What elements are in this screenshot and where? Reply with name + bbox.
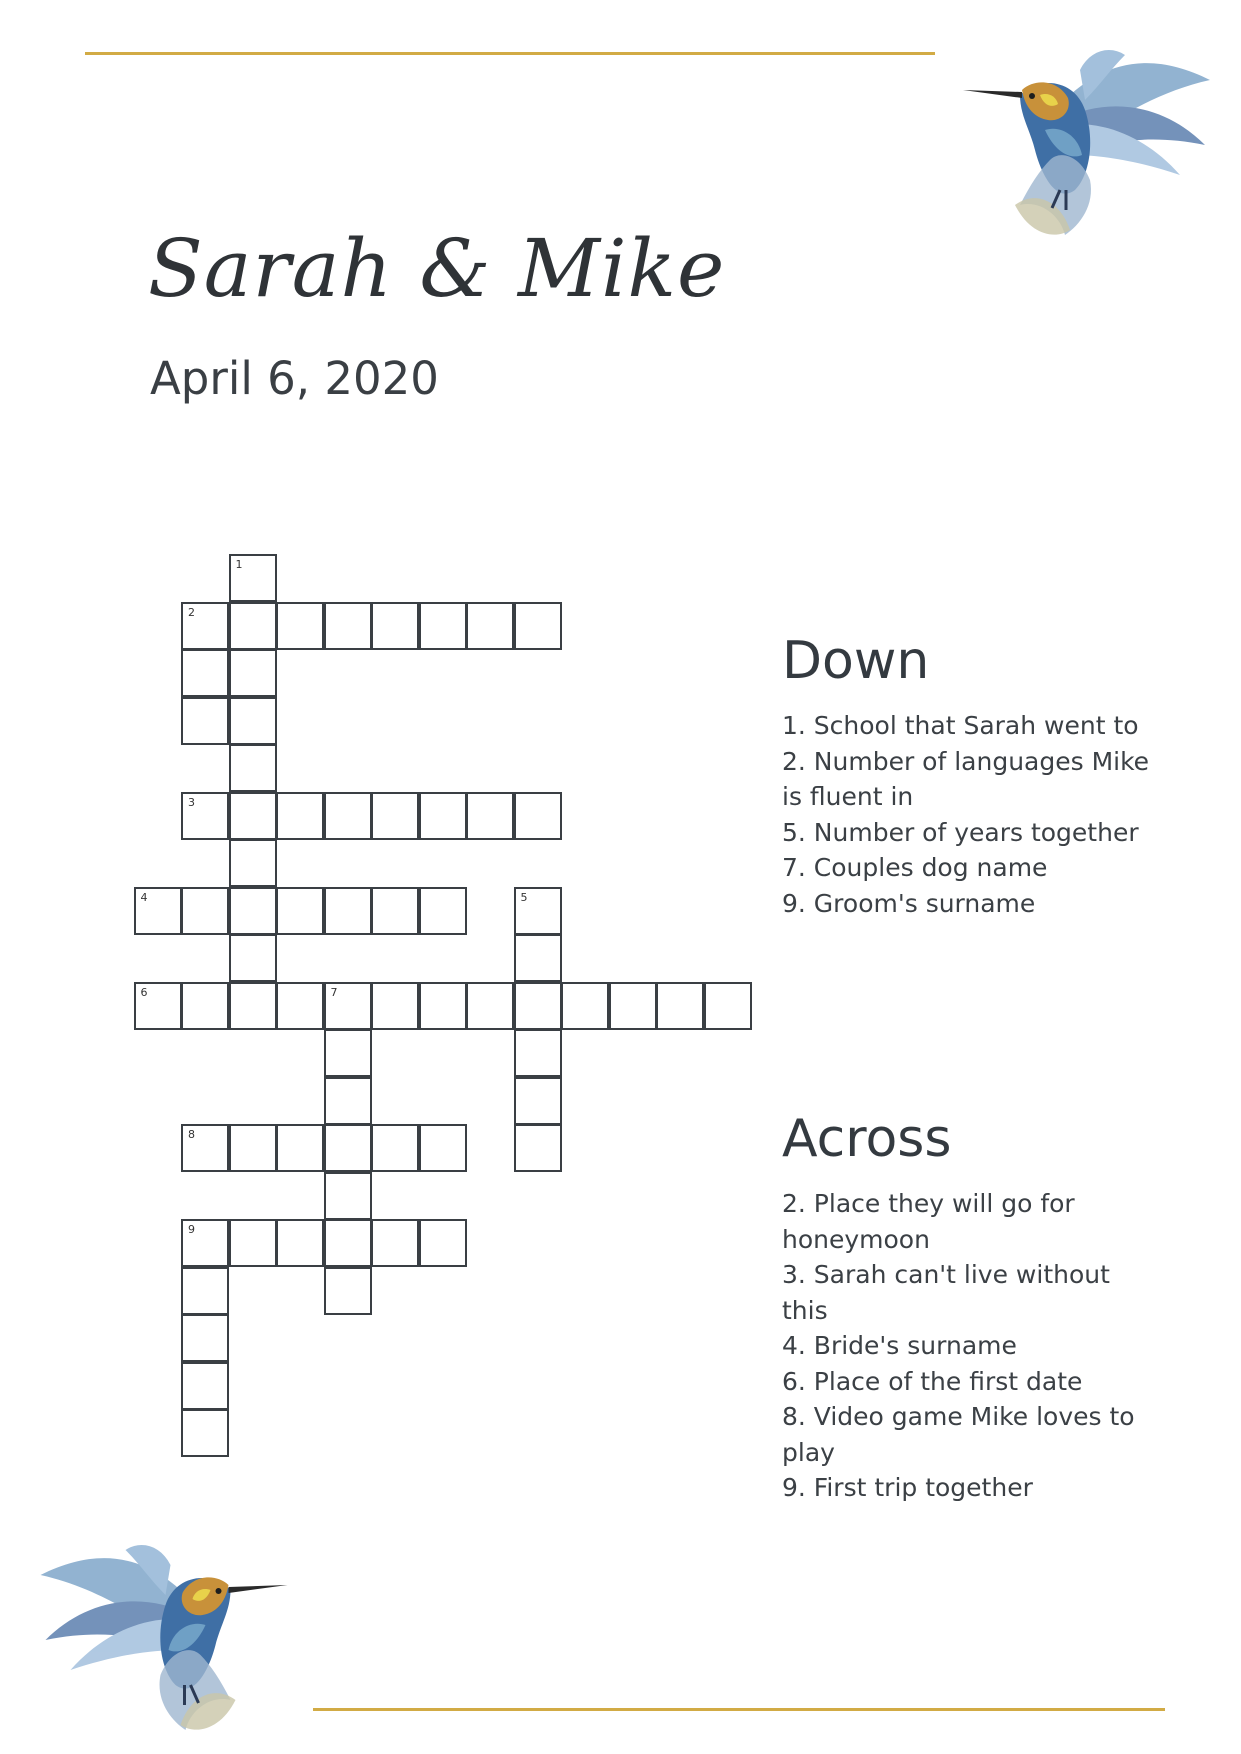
crossword-cell[interactable] bbox=[514, 1029, 562, 1077]
crossword-cell[interactable] bbox=[229, 554, 277, 602]
crossword-cell[interactable] bbox=[324, 1267, 372, 1315]
crossword-cell[interactable] bbox=[324, 1124, 372, 1172]
across-clue-9: 9. First trip together bbox=[782, 1473, 1033, 1503]
crossword-cell[interactable] bbox=[181, 887, 229, 935]
clue-number: 2 bbox=[188, 605, 195, 619]
crossword-cell[interactable] bbox=[229, 649, 277, 697]
crossword-cell[interactable] bbox=[371, 1219, 419, 1267]
hummingbird-illustration-top-right bbox=[960, 40, 1220, 250]
crossword-cell[interactable] bbox=[181, 792, 229, 840]
crossword-cell[interactable] bbox=[181, 697, 229, 745]
crossword-cell[interactable] bbox=[276, 1124, 324, 1172]
crossword-cell[interactable] bbox=[229, 887, 277, 935]
clue-number: 3 bbox=[188, 795, 195, 809]
crossword-cell[interactable] bbox=[324, 982, 372, 1030]
crossword-cell[interactable] bbox=[371, 1124, 419, 1172]
crossword-cell[interactable] bbox=[229, 1124, 277, 1172]
crossword-cell[interactable] bbox=[181, 602, 229, 650]
crossword-cell[interactable] bbox=[324, 602, 372, 650]
across-clue-6: 6. Place of the first date bbox=[782, 1366, 1083, 1396]
crossword-cell[interactable] bbox=[276, 792, 324, 840]
crossword-cell[interactable] bbox=[181, 1219, 229, 1267]
crossword-cell[interactable] bbox=[371, 602, 419, 650]
crossword-cell[interactable] bbox=[324, 1029, 372, 1077]
crossword-cell[interactable] bbox=[276, 602, 324, 650]
crossword-cell[interactable] bbox=[656, 982, 704, 1030]
crossword-cell[interactable] bbox=[324, 887, 372, 935]
crossword-cell[interactable] bbox=[276, 982, 324, 1030]
crossword-cell[interactable] bbox=[561, 982, 609, 1030]
crossword-cell[interactable] bbox=[276, 887, 324, 935]
crossword-cell[interactable] bbox=[704, 982, 752, 1030]
down-heading: Down bbox=[782, 631, 930, 691]
across-heading: Across bbox=[782, 1109, 952, 1169]
crossword-cell[interactable] bbox=[324, 792, 372, 840]
crossword-cell[interactable] bbox=[134, 887, 182, 935]
crossword-cell[interactable] bbox=[181, 982, 229, 1030]
crossword-cell[interactable] bbox=[514, 602, 562, 650]
crossword-cell[interactable] bbox=[419, 792, 467, 840]
crossword-cell[interactable] bbox=[229, 982, 277, 1030]
crossword-cell[interactable] bbox=[466, 982, 514, 1030]
crossword-cell[interactable] bbox=[466, 792, 514, 840]
down-clue-5: 5. Number of years together bbox=[782, 817, 1139, 847]
crossword-cell[interactable] bbox=[371, 887, 419, 935]
crossword-cell[interactable] bbox=[229, 697, 277, 745]
crossword-cell[interactable] bbox=[229, 1219, 277, 1267]
crossword-cell[interactable] bbox=[181, 1409, 229, 1457]
across-clue-3: 3. Sarah can't live without this bbox=[782, 1260, 1110, 1325]
wedding-date: April 6, 2020 bbox=[150, 352, 439, 405]
crossword-cell[interactable] bbox=[419, 1124, 467, 1172]
crossword-cell[interactable] bbox=[229, 792, 277, 840]
down-clue-7: 7. Couples dog name bbox=[782, 853, 1048, 883]
crossword-cell[interactable] bbox=[229, 839, 277, 887]
clue-number: 1 bbox=[235, 558, 243, 571]
crossword-cell[interactable] bbox=[371, 982, 419, 1030]
crossword-cell[interactable] bbox=[229, 744, 277, 792]
clue-number: 8 bbox=[188, 1128, 195, 1141]
crossword-cell[interactable] bbox=[181, 1314, 229, 1362]
across-clue-4: 4. Bride's surname bbox=[782, 1331, 1017, 1361]
across-clue-2: 2. Place they will go for honeymoon bbox=[782, 1189, 1075, 1254]
crossword-cell[interactable] bbox=[466, 602, 514, 650]
crossword-cell[interactable] bbox=[514, 1077, 562, 1125]
crossword-cell[interactable] bbox=[419, 1219, 467, 1267]
clue-number: 5 bbox=[520, 890, 528, 904]
crossword-cell[interactable] bbox=[324, 1172, 372, 1220]
crossword-cell[interactable] bbox=[514, 792, 562, 840]
down-clue-1: 1. School that Sarah went to bbox=[782, 711, 1139, 741]
across-clue-list bbox=[782, 1186, 1162, 1506]
across-clues-section bbox=[782, 1111, 1162, 1506]
bottom-gold-rule bbox=[313, 1708, 1165, 1711]
crossword-cell[interactable] bbox=[514, 887, 562, 935]
clue-number: 6 bbox=[140, 985, 148, 999]
crossword-cell[interactable] bbox=[419, 887, 467, 935]
crossword-cell[interactable] bbox=[181, 649, 229, 697]
crossword-cell[interactable] bbox=[229, 934, 277, 982]
clue-number: 9 bbox=[188, 1223, 195, 1236]
hummingbird-illustration-bottom-left bbox=[28, 1535, 293, 1745]
crossword-cell[interactable] bbox=[324, 1077, 372, 1125]
across-clue-8: 8. Video game Mike loves to play bbox=[782, 1402, 1135, 1467]
crossword-cell[interactable] bbox=[419, 982, 467, 1030]
crossword-cell[interactable] bbox=[181, 1124, 229, 1172]
crossword-cell[interactable] bbox=[276, 1219, 324, 1267]
crossword-cell[interactable] bbox=[371, 792, 419, 840]
crossword-cell[interactable] bbox=[514, 1124, 562, 1172]
down-clues-section bbox=[782, 633, 1162, 921]
crossword-cell[interactable] bbox=[181, 1267, 229, 1315]
crossword-cell[interactable] bbox=[134, 982, 182, 1030]
crossword-cell[interactable] bbox=[609, 982, 657, 1030]
crossword-cell[interactable] bbox=[324, 1219, 372, 1267]
crossword-cell[interactable] bbox=[181, 1362, 229, 1410]
crossword-cell[interactable] bbox=[514, 982, 562, 1030]
down-clue-list bbox=[782, 708, 1162, 921]
down-clue-2: 2. Number of languages Mike is fluent in bbox=[782, 746, 1150, 812]
down-clue-9: 9. Groom's surname bbox=[782, 888, 1036, 918]
couple-names-title: Sarah & Mike bbox=[148, 222, 726, 315]
crossword-cell[interactable] bbox=[419, 602, 467, 650]
clue-number: 7 bbox=[330, 985, 338, 999]
crossword-cell[interactable] bbox=[514, 934, 562, 982]
clue-number: 4 bbox=[140, 890, 148, 904]
crossword-cell[interactable] bbox=[229, 602, 277, 650]
